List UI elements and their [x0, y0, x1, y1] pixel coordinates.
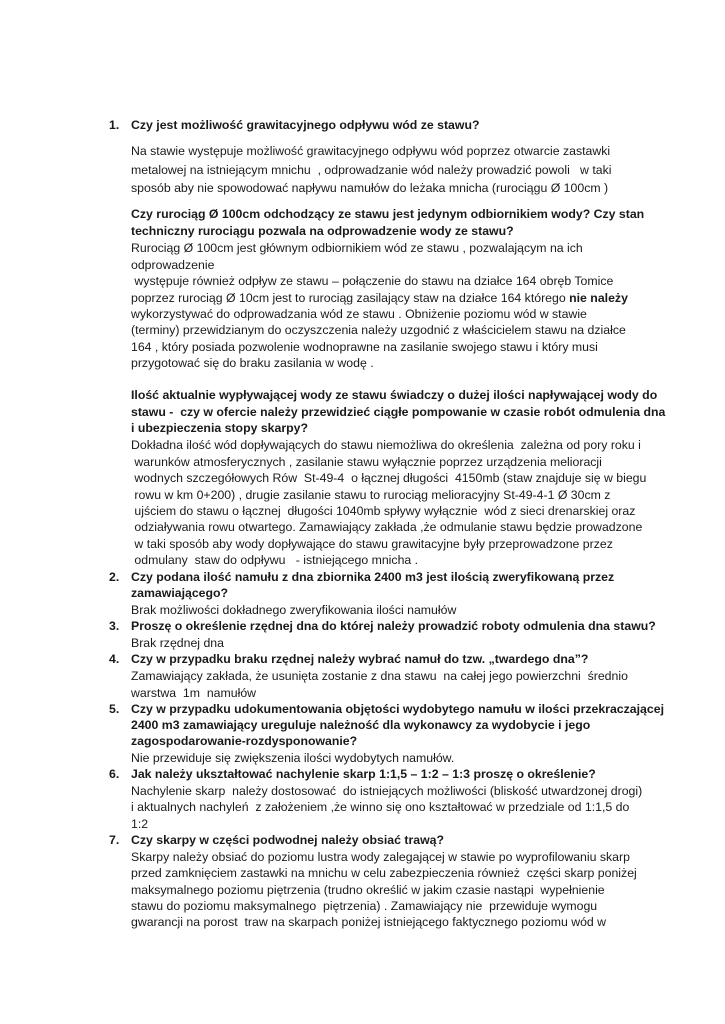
item-number: 5.	[109, 702, 120, 716]
answer-text-part: poprzez rurociąg Ø 10cm jest to rurociąg zasilający staw na działce 164 którego	[131, 291, 570, 305]
item-number: 3.	[109, 619, 120, 633]
answer-text: wykorzystywać do odprowadzania wód ze stawu . Obniżenie poziomu wód w stawie	[131, 307, 587, 321]
answer-text: Rurociąg Ø 100cm jest głównym odbiornikiem wód ze stawu , pozwalającym na ich	[131, 241, 583, 255]
item-number: 7.	[109, 833, 120, 847]
answer-text: Brak możliwości dokładnego zweryfikowania ilości namułów	[131, 603, 457, 617]
question-text: Czy skarpy w części podwodnej należy obsiać trawą?	[131, 833, 444, 847]
answer-emphasis: nie należy	[569, 291, 628, 305]
answer-text: ujściem do stawu o łącznej długości 1040mb spływy wyłącznie wód z sieci drenarskiej oraz	[131, 504, 636, 518]
question-text: Czy jest możliwość grawitacyjnego odpływu wód ze stawu?	[131, 118, 480, 132]
answer-text: Brak rzędnej dna	[131, 636, 224, 650]
answer-text: Dokładna ilość wód dopływających do stawu niemożliwa do określenia zależna od pory roku i	[131, 438, 641, 452]
item-number: 2.	[109, 570, 120, 584]
answer-text: 164 , który posiada pozwolenie wodnoprawne na zasilanie swojego stawu i który musi	[131, 340, 598, 354]
answer-text: odziaływania rowu otwartego. Zamawiający zakłada ,że odmulanie stawu będzie prowadzone	[131, 520, 643, 534]
answer-text: występuje również odpływ ze stawu – połączenie do stawu na działce 164 obręb Tomice	[131, 274, 614, 288]
answer-text: Skarpy należy obsiać do poziomu lustra wody zalegającej w stawie po wyprofilowaniu skarp	[131, 850, 630, 864]
answer-text: odprowadzenie	[131, 258, 215, 272]
question-text: 2400 m3 zamawiający ureguluje należność dla wykonawcy za wydobycie i jego	[131, 718, 591, 732]
answer-text: rowu w km 0+200) , drugie zasilanie stawu to rurociąg melioracyjny St-49-4-1 Ø 30cm z	[131, 488, 611, 502]
question-text: Jak należy ukształtować nachylenie skarp 1:1,5 – 1:2 – 1:3 proszę o określenie?	[131, 767, 596, 781]
answer-text: 1:2	[131, 817, 149, 831]
answer-text: przed zamknięciem zastawki na mnichu w celu zabezpieczenia również części skarp poniżej	[131, 866, 637, 880]
answer-text: (terminy) przewidzianym do oczyszczenia należy uzgodnić z właścicielem stawu na działce	[131, 323, 626, 337]
question-text: zamawiającego?	[131, 586, 229, 600]
answer-text: sposób aby nie spowodować napływu namułów do leżaka mnicha (rurociągu Ø 100cm )	[131, 181, 609, 195]
question-text: Czy podana ilość namułu z dna zbiornika 2400 m3 jest ilością zweryfikowaną przez	[131, 570, 615, 584]
answer-text: gwarancji na porost traw na skarpach poniżej istniejącego faktycznego poziomu wód w	[131, 915, 607, 929]
answer-text: warstwa 1m namułów	[131, 686, 257, 700]
question-text: Proszę o określenie rzędnej dna do której należy prowadzić roboty odmulenia dna stawu?	[131, 619, 656, 633]
item-number: 1.	[109, 118, 120, 132]
question-text: stawu - czy w ofercie należy przewidzieć ciągłe pompowanie w czasie robót odmulenia dna	[131, 405, 666, 419]
answer-text: odmulany staw do odpływu - istniejącego mnicha .	[131, 553, 419, 567]
answer-text: Nachylenie skarp należy dostosować do istniejących możliwości (bliskość utwardzonej drogi)	[131, 784, 643, 798]
answer-text	[131, 290, 628, 306]
answer-text: Na stawie występuje możliwość grawitacyjnego odpływu wód poprzez otwarcie zastawki	[131, 144, 611, 158]
answer-text: wodnych szczegółowych Rów St-49-4 o łącznej długości 4150mb (staw znajduje się w biegu	[131, 471, 647, 485]
answer-text: Zamawiający zakłada, że usunięta zostanie z dna stawu na całej jego powierzchni średnio	[131, 669, 628, 683]
answer-text: stawu do poziomu maksymalnego piętrzenia) . Zamawiający nie przewiduje wymogu	[131, 899, 598, 913]
answer-text: w taki sposób aby wody dopływające do stawu grawitacyjne były przeprowadzone przez	[131, 537, 613, 551]
question-text: Ilość aktualnie wypływającej wody ze stawu świadczy o dużej ilości napływającej wody do	[131, 388, 658, 402]
answer-text: maksymalnego poziomu piętrzenia (trudno określić w jakim czasie nastąpi wypełnienie	[131, 883, 605, 897]
item-number: 4.	[109, 652, 120, 666]
answer-text: Nie przewiduje się zwiększenia ilości wydobytych namułów.	[131, 751, 455, 765]
answer-text: warunków atmosferycznych , zasilanie stawu wyłącznie poprzez urządzenia melioracji	[131, 455, 602, 469]
question-text: techniczny rurociągu pozwala na odprowadzenie wody ze stawu?	[131, 224, 514, 238]
question-text: zagospodarowanie-rozdysponowanie?	[131, 734, 358, 748]
item-number: 6.	[109, 767, 120, 781]
question-text: Czy w przypadku udokumentowania objętości wydobytego namułu w ilości przekraczającej	[131, 702, 664, 716]
answer-text: i aktualnych nachyleń z założeniem ,że winno się ono kształtować w przedziale od 1:1,5 do	[131, 800, 630, 814]
question-text: Czy rurociąg Ø 100cm odchodzący ze stawu jest jedynym odbiornikiem wody? Czy stan	[131, 207, 645, 221]
question-text: Czy w przypadku braku rzędnej należy wybrać namuł do tzw. „twardego dna”?	[131, 652, 589, 666]
answer-text: przygotować się do braku zasilania w wodę .	[131, 356, 374, 370]
answer-text: metalowej na istniejącym mnichu , odprowadzanie wód należy prowadzić powoli w taki	[131, 163, 612, 177]
question-text: i ubezpieczenia stopy skarpy?	[131, 421, 308, 435]
